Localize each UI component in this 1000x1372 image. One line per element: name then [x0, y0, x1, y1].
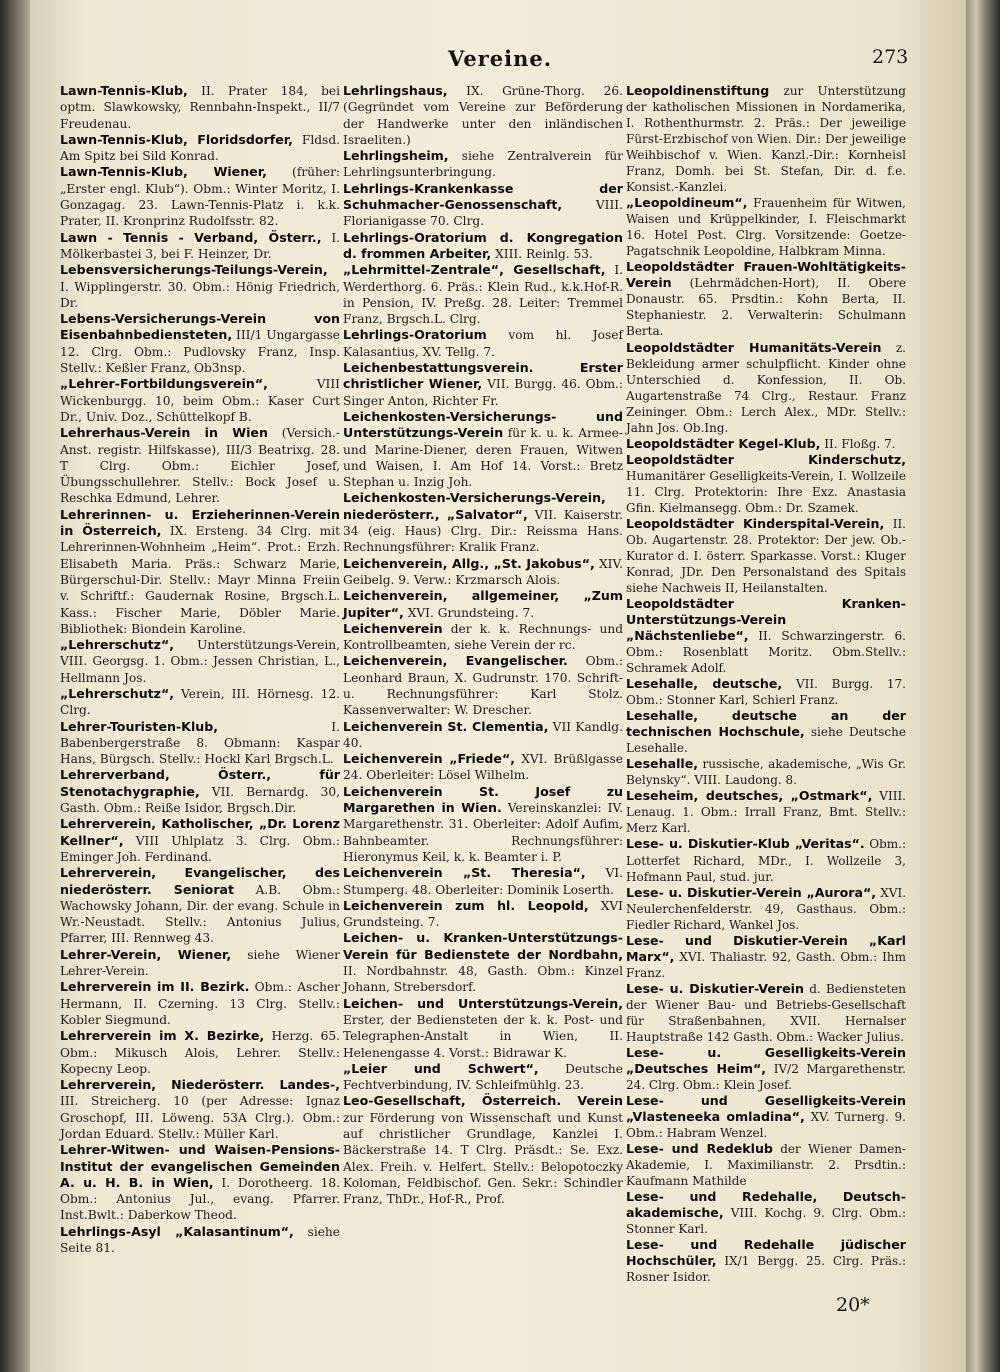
entry-details: zur Unterstützung der katholischen Missionen in Nordamerika, I. Rothenthurmstr. 2. Präs.: Der jeweilige Fürst-Erzbischof von Wien. Dir.: Der jeweilige Weihbischof v. Wien. Kanzl.-Dir.: Kornheisl Franz, Domh. bei St. Stefan, Dir. d. f.e. Konsist.-Kanzlei.: [626, 84, 906, 195]
entry-details: A.B. Obm.: Wachowsky Johann, Dir. der evang. Schule in Wr.-Neustadt. Stellv.: Antonius Julius, Pfarrer, III. Rennweg 43.: [60, 882, 340, 946]
entry-name: Lawn-Tennis-Klub, Wiener,: [60, 164, 267, 180]
entry-name: Lehrerverein, Katholischer, „Dr. Lorenz Kellner“,: [60, 816, 340, 848]
entry-details: XV. Turnerg. 9. Obm.: Habram Wenzel.: [626, 1110, 906, 1141]
entry-name: Lebensversicherungs-Teilungs-Verein,: [60, 262, 328, 278]
entry-details: I. Babenbergerstraße 8. Obmann: Kaspar Hans, Bürgsch. Stellv.: Hockl Karl Brgsch.L.: [60, 719, 340, 767]
directory-entry: [60, 1028, 340, 1077]
entry-name: Lehrer-Witwen- und Waisen-Pensions-Institut der evangelischen Gemeinden A. u. H. B. in Wien,: [60, 1142, 340, 1190]
directory-entry: [626, 1189, 906, 1237]
entry-name: Leichen- und Unterstützungs-Verein,: [343, 995, 623, 1011]
entry-name: Leichenverein St. Clementia,: [343, 718, 549, 734]
column-left: [60, 83, 340, 1256]
directory-entry: [626, 885, 906, 933]
entry-details: (Lehrmädchen-Hort), II. Obere Donaustr. 65. Prsdtin.: Kohn Berta, II. Stephaniestr. 2. Verwalterin: Schulmann Berta.: [626, 276, 906, 339]
entry-details: IV/2 Margarethenstr. 24. Clrg. Obm.: Klein Josef.: [626, 1061, 906, 1092]
entry-details: Humanitärer Geselligkeits-Verein, I. Wollzeile 11. Clrg. Protektorin: Ihre Exz. Anastasia Gfin. Kielmansegg. Obm.: Dr. Szamek.: [626, 468, 906, 515]
directory-entry: [626, 756, 906, 788]
directory-entry: [626, 195, 906, 259]
entry-details: XVI. Neulerchenfelderstr. 49, Gasthaus. Obm.: Fiedler Richard, Wankel Jos.: [626, 885, 907, 932]
entry-name: Lehrlings-Oratorium d. Kongregation d. frommen Arbeiter,: [343, 229, 623, 261]
directory-entry: [626, 436, 906, 452]
entry-details: II. Ob. Augartenstr. 28. Protektor: Der jew. Ob.-Kurator d. I. österr. Sparkasse. Vorst.: Kluger Konrad, JDr. Den Personalstand des Spitals siehe Nachweis II, Heilanstalten.: [626, 516, 906, 595]
entry-details: XIV. Geibelg. 9. Verw.: Krzmarsch Alois.: [343, 556, 623, 587]
directory-entry: [626, 1237, 906, 1285]
printer-signature-mark: 20*: [836, 1294, 870, 1316]
entry-name: Leichenverein zum hl. Leopold,: [343, 897, 589, 913]
entry-details: siehe Deutsche Lesehalle.: [626, 725, 906, 756]
entry-name: Leopoldstädter Kinderschutz,: [626, 451, 906, 467]
entry-details: IX/1 Bergg. 25. Clrg. Präs.: Rosner Isidor.: [626, 1254, 906, 1285]
entry-name: Leopoldstädter Kinderspital-Verein,: [626, 515, 885, 531]
directory-entry: [343, 751, 623, 784]
directory-entry: [343, 653, 623, 718]
entry-name: Leichenkosten-Versicherungs- und Unterstützungs-Verein: [343, 408, 623, 441]
entry-name: Lehrer-Touristen-Klub,: [60, 718, 219, 734]
running-title: Vereine.: [447, 46, 553, 71]
entry-details: IX. Ersteng. 34 Clrg. mit Lehrerinnen-Wohnheim „Heim“. Prot.: Erzh. Elisabeth Maria. Präs.: Schwarz Marie, Bürgerschul-Dir. Stellv.: Mayr Minna Freiin v. Schriftf.: Gaudernak Rosine, Brgsch.L. Kass.: Fischer Marie, Döbler Marie. Bibliothek: Biondein Karoline.: [60, 524, 340, 636]
directory-entry: [626, 836, 906, 884]
entry-details: (früher: „Erster engl. Klub“). Obm.: Winter Moritz, I. Gonzagag. 23. Lawn-Tennis-Platz i. k.k. Prater, II. Kronprinz Rudolfsstr. 82.: [60, 165, 340, 229]
entry-details: d. Bediensteten der Wiener Bau- und Betriebs-Gesellschaft für Straßenbahnen, XVII. Hernalser Hauptstraße 142 Gasth. Obm.: Wacker Julius.: [626, 981, 906, 1044]
entry-details: Vereinskanzlei: IV. Margarethenstr. 31. Oberleiter: Adolf Aufim, Bahnbeamter. Rechnungsführer: Hieronymus Keil, k. k. Beamter i. P.: [343, 801, 623, 864]
entry-name: Lehrerhaus-Verein in Wien: [60, 425, 268, 441]
directory-entry: [60, 311, 340, 376]
entry-name: Lehrerverein im II. Bezirk.: [60, 979, 250, 995]
entry-name: Leichenverein St. Josef zu Margarethen in Wien.: [343, 783, 623, 816]
entry-name: Leichenverein „St. Theresia“,: [343, 865, 586, 881]
directory-entry: [60, 83, 340, 132]
entry-details: Verein, III. Hörnesg. 12. Clrg.: [60, 686, 340, 718]
entry-details: z. Bekleidung armer schulpflicht. Kinder ohne Unterschied d. Konfession, II. Ob. Augartenstraße 74 Clrg., Restaur. Franz Zeininger. Obm.: Lerch Alex., MDr. Stellv.: Jahn Jos. Ob.Ing.: [626, 340, 906, 435]
directory-entry: [626, 259, 906, 339]
directory-entry: [343, 409, 623, 490]
directory-entry: [626, 340, 906, 436]
directory-entry: [626, 676, 906, 708]
directory-entry: [343, 83, 623, 148]
entry-name: Lesehalle,: [626, 756, 699, 772]
entry-details: II. Floßg. 7.: [820, 436, 896, 451]
directory-entry: [343, 865, 623, 898]
entry-name: Leopoldstädter Humanitäts-Verein: [626, 339, 882, 355]
directory-entry: [60, 947, 340, 980]
entry-details: XVI Grundsteing. 7.: [343, 898, 623, 930]
entry-details: Obm.: Lotterfet Richard, MDr., I. Wollzeile 3, Hofmann Paul, stud. jur.: [626, 837, 906, 884]
entry-details: XIII. Reinlg. 53.: [491, 246, 593, 261]
directory-entry: [60, 164, 340, 229]
entry-name: Lese- u. Geselligkeits-Verein „Deutsches Heim“,: [626, 1044, 906, 1076]
entry-details: VII. Burgg. 17. Obm.: Stonner Karl, Schierl Franz.: [626, 677, 906, 708]
entry-name: Leichenverein: [343, 620, 443, 636]
directory-entry: [626, 981, 906, 1045]
entry-name: Lese- u. Diskutier-Verein „Aurora“,: [626, 884, 877, 900]
entry-details: VII. Kaiserstr. 34 (eig. Haus) Clrg. Dir.: Reissma Hans. Rechnungsführer: Kralik Franz.: [343, 507, 623, 555]
directory-entry: [60, 230, 340, 263]
directory-entry: [60, 1142, 340, 1223]
entry-details: Obm.: Ascher Hermann, II. Czerning. 13 Clrg. Stellv.: Kobler Siegmund.: [60, 980, 340, 1027]
directory-entry: [343, 719, 623, 752]
entry-name: Lehrlings-Oratorium: [343, 327, 487, 343]
entry-name: Leichenverein „Friede“,: [343, 751, 516, 767]
directory-entry: [60, 507, 340, 637]
directory-entry: [626, 933, 906, 981]
directory-entry: [60, 1224, 340, 1257]
directory-entry: [343, 1061, 623, 1094]
directory-entry: [60, 262, 340, 311]
directory-entry: [343, 996, 623, 1061]
right-book-edge: [966, 0, 1000, 1372]
page-header: [0, 46, 1000, 76]
entry-name: Leopoldstädter Frauen-Wohltätigkeits-Verein: [626, 259, 906, 291]
directory-entry: [343, 930, 623, 995]
entry-details: Obm.: Leonhard Braun, X. Gudrunstr. 170. Schrift- u. Rechnungsführer: Karl Stolz. Kassenverwalter: W. Drescher.: [343, 654, 623, 718]
entry-details: XVI. Grundsteing. 7.: [403, 605, 535, 620]
entry-details: III/1 Ungargasse 12. Clrg. Obm.: Pudlovsky Franz, Insp. Stellv.: Keßler Franz, Ob3nsp.: [60, 328, 340, 376]
entry-details: der Wiener Damen-Akademie, I. Maximilianstr. 2. Prsdtin.: Kaufmann Mathilde: [626, 1142, 906, 1189]
entry-details: XVI. Thaliastr. 92, Gasth. Obm.: Ihm Franz.: [626, 949, 906, 980]
directory-entry: [343, 230, 623, 263]
entry-name: Lese- und Geselligkeits-Verein „Vlasteneeka omladina“,: [626, 1092, 906, 1124]
directory-entry: [60, 719, 340, 768]
entry-details: siehe Wiener Lehrer-Verein.: [60, 947, 340, 979]
entry-name: Lehrerverein, Niederösterr. Landes-,: [60, 1077, 340, 1093]
entry-name: Leichenkosten-Versicherungs-Verein, niederösterr., „Salvator“,: [343, 490, 606, 522]
directory-entry: [343, 327, 623, 360]
entry-details: I. Mölkerbastei 3, bei F. Heinzer, Dr.: [60, 230, 341, 261]
entry-name: Lehrerverein, Evangelischer, des niederösterr. Seniorat: [60, 865, 340, 897]
entry-name: „Lehrer-Fortbildungsverein“,: [60, 376, 268, 392]
entry-name: Leichen- u. Kranken-Unterstützungs-Verein für Bedienstete der Nordbahn,: [343, 930, 623, 962]
entry-details: für k. u. k. Armee- und Marine-Diener, deren Frauen, Witwen und Waisen, I. Am Hof 14. Vorst.: Bretz Stephan u. Inzig Joh.: [343, 426, 623, 490]
entry-details: IX. Grüne-Thorg. 26. (Gegründet vom Vereine zur Beförderung der Handwerke unter den inländischen Israeliten.): [343, 84, 623, 147]
entry-name: Lese- u. Diskutier-Verein: [626, 980, 804, 996]
entry-name: Lehrerinnen- u. Erzieherinnen-Verein in Österreich,: [60, 506, 340, 539]
entry-details: VIII Wickenburgg. 10, beim Obm.: Kaser Curt Dr., Univ. Doz., Schüttelkopf B.: [60, 377, 340, 424]
entry-name: „Lehrerschutz“,: [60, 685, 175, 701]
directory-entry: [60, 816, 340, 865]
entry-name: Lese- u. Diskutier-Klub „Veritas“.: [626, 836, 865, 852]
entry-details: der k. k. Rechnungs- und Kontrollbeamten, siehe Verein der rc.: [343, 621, 623, 653]
entry-details: Herzg. 65. Obm.: Mikusch Alois, Lehrer. Stellv.: Kopecny Leop.: [60, 1029, 340, 1076]
directory-entry: [60, 132, 340, 165]
entry-details: Frauenheim für Witwen, Waisen und Krüppelkinder, I. Fleischmarkt 16. Hotel Post. Clrg. Vorsitzende: Goetze-Pagatschnik Leopoldine, Halbkram Minna.: [626, 196, 906, 259]
column-right: [626, 83, 906, 1285]
entry-name: Leo-Gesellschaft, Österreich. Verein: [343, 1093, 623, 1109]
entry-details: siehe Seite 81.: [60, 1224, 340, 1256]
directory-entry: [626, 596, 906, 676]
entry-name: „Leier und Schwert“,: [343, 1060, 539, 1076]
entry-name: Lehrlings-Asyl „Kalasantinum“,: [60, 1223, 294, 1239]
entry-details: russische, akademische, „Wis Gr. Belynsky“. VIII. Laudong. 8.: [626, 757, 906, 788]
page-number: 273: [872, 46, 909, 68]
entry-details: I. Wipplingerstr. 30. Obm.: Hönig Friedrich, Dr.: [60, 279, 340, 310]
entry-name: Leopoldstädter Kranken-Unterstützungs-Verein „Nächstenliebe“,: [626, 596, 906, 644]
entry-details: VII Kandlg. 40.: [343, 719, 623, 750]
entry-details: II. Schwarzingerstr. 6. Obm.: Rosenblatt Moritz. Obm.Stellv.: Schramek Adolf.: [626, 629, 906, 676]
entry-name: Lehrlings-Krankenkasse der Schuhmacher-Genossenschaft,: [343, 180, 623, 213]
entry-name: Lehrlingshaus,: [343, 83, 448, 98]
entry-details: I. Werderthorg. 6. Präs.: Klein Rud., k.k.Hof-R. in Pension, IV. Preßg. 28. Leiter: Tremmel Franz, Brgsch.L. Clrg.: [343, 263, 624, 327]
directory-entry: [343, 262, 623, 327]
directory-entry: [626, 708, 906, 756]
entry-details: zur Förderung von Wissenschaft und Kunst auf christlicher Grundlage, Kanzlei I. Bäckerstraße 14. T Clrg. Präsdt.: Se. Exz. Alex. Freih. v. Helfert. Stellv.: Belopotoczky Koloman, Feldbischof. Gen. Sekr.: Schindler Franz, ThDr., Hof-R., Prof.: [343, 1110, 623, 1207]
entry-details: I. Dorotheerg. 18. Obm.: Antonius Jul., evang. Pfarrer. Inst.Bwlt.: Daberkow Theod.: [60, 1175, 340, 1223]
directory-entry: [343, 784, 623, 865]
entry-details: (Versich.-Anst. registr. Hilfskasse), III/3 Beatrixg. 28. T Clrg. Obm.: Eichler Josef, Übungsschullehrer. Stellv.: Bock Josef u. Reschka Edmund, Lehrer.: [60, 426, 341, 506]
directory-entry: [343, 1093, 623, 1207]
directory-entry: [343, 360, 623, 409]
entry-name: „Lehrmittel-Zentrale“, Gesellschaft,: [343, 262, 606, 278]
directory-entry: [626, 1093, 906, 1141]
entry-details: III. Streicherg. 10 (per Adresse: Ignaz Groschopf, III. Löweng. 53A Clrg.). Obm.: Jordan Eduard. Stellv.: Müller Karl.: [60, 1094, 340, 1141]
directory-entry: [343, 490, 623, 555]
entry-name: Lese- und Redeklub: [626, 1141, 773, 1157]
entry-name: Leichenverein, allgemeiner, „Zum Jupiter“,: [343, 588, 623, 620]
entry-name: Lehrer-Verein, Wiener,: [60, 946, 232, 962]
entry-name: Lese- und Diskutier-Verein „Karl Marx“,: [626, 932, 906, 964]
entry-name: Lawn-Tennis-Klub, Floridsdorfer,: [60, 131, 293, 147]
entry-details: VIII. Florianigasse 70. Clrg.: [343, 198, 623, 229]
entry-name: Lesehalle, deutsche,: [626, 676, 783, 692]
entry-name: Lawn-Tennis-Klub,: [60, 83, 188, 98]
directory-entry: [626, 452, 906, 516]
entry-details: VIII. Kochg. 9. Clrg. Obm.: Stonner Karl.: [626, 1206, 906, 1237]
entry-name: Lehrerverein im X. Bezirke,: [60, 1028, 265, 1044]
entry-details: VII. Burgg. 46. Obm.: Singer Anton, Richter Fr.: [343, 377, 623, 408]
directory-entry: [626, 1141, 906, 1189]
directory-entry: [60, 1077, 340, 1142]
entry-name: Leichenbestattungsverein. Erster christlicher Wiener,: [343, 360, 623, 392]
directory-entry: [60, 686, 340, 719]
entry-details: VIII Uhlplatz 3. Clrg. Obm.: Eminger Joh. Ferdinand.: [60, 833, 340, 864]
entry-name: „Lehrerschutz“,: [60, 637, 175, 653]
entry-name: Leichenverein, Allg., „St. Jakobus“,: [343, 555, 595, 571]
directory-entry: [626, 788, 906, 836]
entry-details: VIII. Lenaug. 1. Obm.: Irrall Franz, Bmt. Stellv.: Merz Karl.: [626, 789, 906, 836]
directory-entry: [343, 181, 623, 230]
entry-name: Leichenverein, Evangelischer.: [343, 653, 568, 669]
entry-details: Unterstützungs-Verein, VIII. Georgsg. 1. Obm.: Jessen Christian, L., Hellmann Jos.: [60, 638, 340, 685]
directory-entry: [60, 865, 340, 946]
entry-name: Leopoldstädter Kegel-Klub,: [626, 435, 821, 451]
entry-details: XVI. Brüßlgasse 24. Oberleiter: Lösel Wilhelm.: [343, 752, 623, 783]
entry-name: Leseheim, deutsches, „Ostmark“,: [626, 788, 873, 804]
directory-entry: [626, 1045, 906, 1093]
entry-details: Deutsche Fechtverbindung, IV. Schleifmühlg. 23.: [343, 1061, 623, 1093]
entry-details: II. Prater 184, bei optm. Slawkowsky, Rennbahn-Inspekt., II/7 Freudenau.: [60, 84, 340, 131]
directory-entry: [60, 376, 340, 425]
entry-name: Lehrlingsheim,: [343, 148, 449, 164]
directory-entry: [343, 588, 623, 621]
entry-details: Erster, der Bediensteten der k. k. Post- und Telegraphen-Anstalt in Wien, II. Helenengasse 4. Vorst.: Bidrawar K.: [343, 1012, 623, 1060]
entry-details: VII. Bernardg. 30, Gasth. Obm.: Reiße Isidor, Brgsch.Dir.: [60, 784, 340, 816]
directory-entry: [343, 556, 623, 589]
entry-name: Lese- und Redehalle, Deutsch-akademische,: [626, 1189, 906, 1221]
directory-entry: [60, 425, 340, 506]
entry-name: Lawn - Tennis - Verband, Österr.,: [60, 229, 322, 245]
entry-details: vom hl. Josef Kalasantius, XV. Tellg. 7.: [343, 328, 623, 359]
entry-name: Lehrerverband, Österr., für Stenotachygraphie,: [60, 767, 340, 799]
entry-name: Lese- und Redehalle jüdischer Hochschüler,: [626, 1237, 906, 1269]
directory-entry: [626, 516, 906, 596]
entry-name: Lesehalle, deutsche an der technischen Hochschule,: [626, 708, 906, 740]
directory-entry: [343, 148, 623, 181]
directory-entry: [60, 767, 340, 816]
directory-entry: [343, 898, 623, 931]
entry-details: VI. Stumperg. 48. Oberleiter: Dominik Loserth.: [343, 866, 623, 897]
directory-entry: [626, 83, 906, 195]
entry-details: Fldsd. Am Spitz bei Sild Konrad.: [60, 132, 340, 164]
entry-name: Lebens-Versicherungs-Verein von Eisenbahnbediensteten,: [60, 311, 340, 343]
directory-entry: [343, 621, 623, 654]
entry-details: siehe Zentralverein für Lehrlingsunterbringung.: [343, 149, 623, 180]
directory-entry: [60, 637, 340, 686]
entry-name: „Leopoldineum“,: [626, 195, 748, 211]
directory-entry: [60, 979, 340, 1028]
entry-details: II. Nordbahnstr. 48, Gasth. Obm.: Kinzel Johann, Strebersdorf.: [343, 964, 623, 995]
entry-name: Leopoldinenstiftung: [626, 83, 770, 98]
column-middle: [343, 83, 623, 1207]
